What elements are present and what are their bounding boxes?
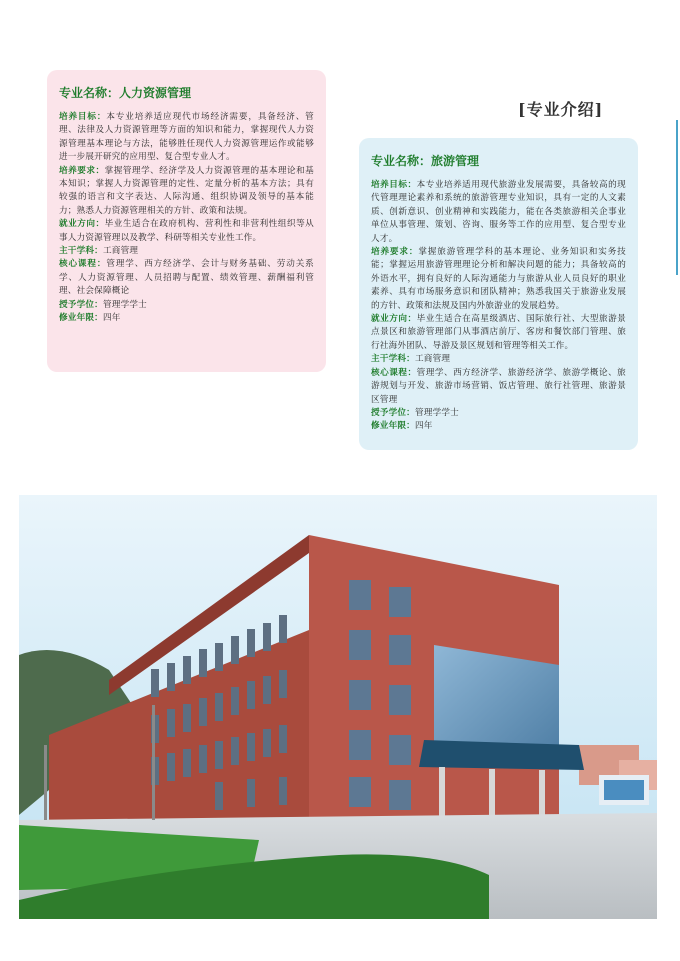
field-career: 就业方向：毕业生适合在政府机构、营利性和非营利性组织等从事人力资源管理以及教学、科研等相关专业性工作。	[59, 219, 314, 243]
major-name-label: 专业名称：	[371, 154, 432, 168]
section-title: [专业介绍]	[518, 100, 604, 119]
field-requirements: 培养要求：掌握旅游管理学科的基本理论、业务知识和实务技能；掌握运用旅游管理理论分析和解决问题的能力；具备较高的外语水平，拥有良好的人际沟通能力与旅游从业人员良好的职业素养、具有市场服务意识和团队精神；熟悉我国关于旅游业发展的方针、政策和法规及国内外旅游业的发展趋势。	[371, 247, 626, 311]
field-core-courses: 核心课程：管理学、西方经济学、旅游经济学、旅游学概论、旅游规划与开发、旅游市场营销、饭店管理、旅行社管理、旅游景区管理	[371, 367, 626, 405]
field-discipline: 主干学科：工商管理	[371, 354, 451, 365]
field-degree: 授予学位：管理学学士	[371, 407, 459, 418]
major-card-tourism	[359, 138, 638, 450]
campus-building-photo	[19, 495, 657, 919]
major-name: 人力资源管理	[119, 86, 192, 100]
major-name-label: 专业名称：	[59, 86, 120, 100]
major-card-hr	[47, 70, 326, 372]
field-career: 就业方向：毕业生适合在高星级酒店、国际旅行社、大型旅游景点景区和旅游管理部门从事酒店前厅、客房和餐饮部门管理、旅行社海外团队、导游及景区规划和管理等相关工作。	[371, 314, 626, 351]
field-duration: 修业年限：四年	[59, 313, 121, 324]
field-degree: 授予学位：管理学学士	[59, 299, 147, 310]
major-name: 旅游管理	[431, 154, 480, 168]
field-discipline: 主干学科：工商管理	[59, 246, 139, 257]
field-duration: 修业年限：四年	[371, 421, 433, 432]
major-title	[59, 84, 314, 101]
edge-accent-line	[676, 120, 678, 275]
major-title	[371, 152, 626, 169]
field-objective: 培养目标：本专业培养适用现代旅游业发展需要，具备较高的现代管理理论素养和系统的旅游管理专业知识，具有一定的人文素质、创新意识、创业精神和实践能力，能在各类旅游相关企事业单位从事管理、策划、咨询、服务等工作的应用型、复合型专业人才。	[371, 180, 626, 244]
field-requirements: 培养要求：掌握管理学、经济学及人力资源管理的基本理论和基本知识；掌握人力资源管理的定性、定量分析的基本方法；具有较强的语言和文字表达、人际沟通、组织协调及领导的基本能力；熟悉人力资源管理相关的方针、政策和法规。	[59, 165, 314, 216]
field-core-courses: 核心课程：管理学、西方经济学、会计与财务基础、劳动关系学、人力资源管理、人员招聘与配置、绩效管理、薪酬福利管理、社会保障概论	[59, 259, 314, 297]
field-objective: 培养目标：本专业培养适应现代市场经济需要，具备经济、管理、法律及人力资源管理等方面的知识和能力，掌握现代人力资源管理基本理论与方法，能够胜任现代人力资源管理运作或能够进一步展开研究的应用型、复合型专业人才。	[59, 112, 314, 163]
